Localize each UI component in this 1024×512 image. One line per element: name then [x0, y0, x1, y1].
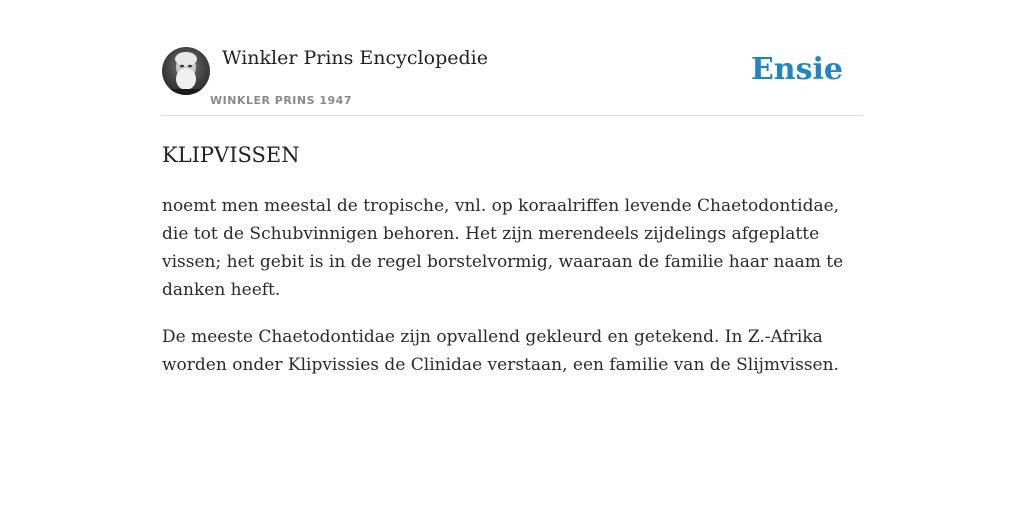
page-container — [162, 0, 862, 375]
site-header — [162, 0, 862, 116]
article-paragraph: noemt men meestal de tropische, vnl. op koraalriffen levende Chaetodontidae, die tot de Schubvinnigen behoren. Het zijn merendeels zijdelings afgeplatte vissen; het gebit is in de regel borstelvormig, waaraan de familie haar naam te danken heeft. — [162, 196, 844, 300]
ensie-logo[interactable]: Ensie — [750, 52, 843, 87]
site-title[interactable]: Winkler Prins Encyclopedie — [222, 47, 488, 69]
edition-label[interactable]: WINKLER PRINS 1947 — [210, 94, 352, 107]
author-avatar[interactable] — [162, 47, 210, 95]
article-body — [162, 192, 862, 398]
article-paragraph: De meeste Chaetodontidae zijn opvallend gekleurd en getekend. In Z.-Afrika worden onder Klipvissies de Clinidae verstaan, een familie van de Slijmvissen. — [162, 327, 839, 375]
article-title: KLIPVISSEN — [162, 143, 300, 167]
portrait-avatar-icon — [162, 47, 210, 95]
